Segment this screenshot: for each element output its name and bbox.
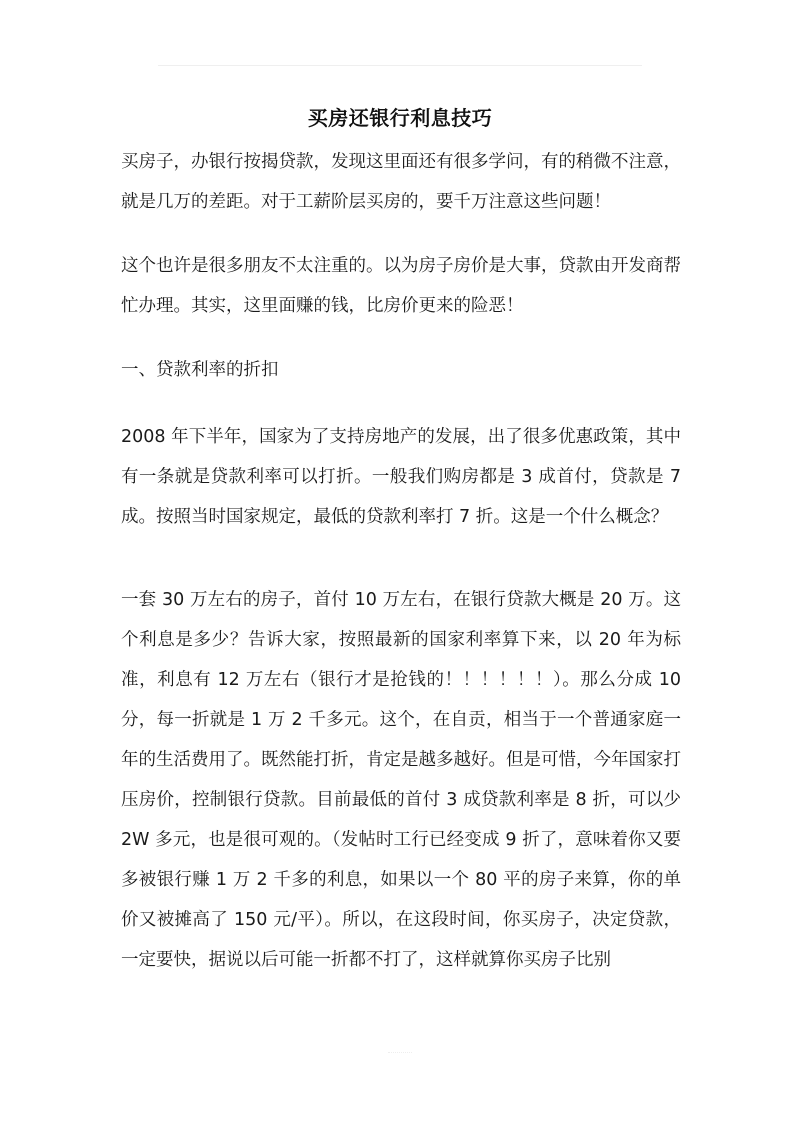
section-heading-discount: 一、贷款利率的折扣 — [121, 360, 279, 380]
paragraph-interest-example: 一套 30 万左右的房子，首付 10 万左右，在银行贷款大概是 20 万。这个利息是多少？告诉大家，按照最新的国家利率算下来，以 20 年为标准，利息有 12 万左右（银行才是抢钱的！！！！！！）。那么分成 10 分，每一折就是 1 万 2 千多元。这个，在自贡，相当于一个普通家庭一年的生活费用了。既然能打折，肯定是越多越好。但是可惜，今年国家打压房价，控制银行贷款。目前最低的首付 3 成贷款利率是 8 折，可以少 2W 多元，也是很可观的。（发帖时工行已经变成 9 折了，意味着你又要多被银行赚 1 万 2 千多的利息，如果以一个 80 平的房子来算，你的单价又被摊高了 150 元/平）。所以，在这段时间，你买房子，决定贷款，一定要快，据说以后可能一折都不打了，这样就算你买房子比别 — [121, 590, 681, 970]
header-divider — [158, 65, 642, 66]
footer-mark — [388, 1052, 412, 1056]
paragraph-warning: 这个也许是很多朋友不太注重的。以为房子房价是大事，贷款由开发商帮忙办理。其实，这里面赚的钱，比房价更来的险恶！ — [121, 256, 681, 316]
paragraph-policy-2008: 2008 年下半年，国家为了支持房地产的发展，出了很多优惠政策，其中有一条就是贷款利率可以打折。一般我们购房都是 3 成首付，贷款是 7 成。按照当时国家规定，最低的贷款利率打 7 折。这是一个什么概念？ — [121, 427, 681, 527]
document-title: 买房还银行利息技巧 — [307, 106, 493, 130]
paragraph-intro: 买房子，办银行按揭贷款，发现这里面还有很多学问，有的稍微不注意，就是几万的差距。对于工薪阶层买房的，要千万注意这些问题！ — [121, 152, 681, 212]
